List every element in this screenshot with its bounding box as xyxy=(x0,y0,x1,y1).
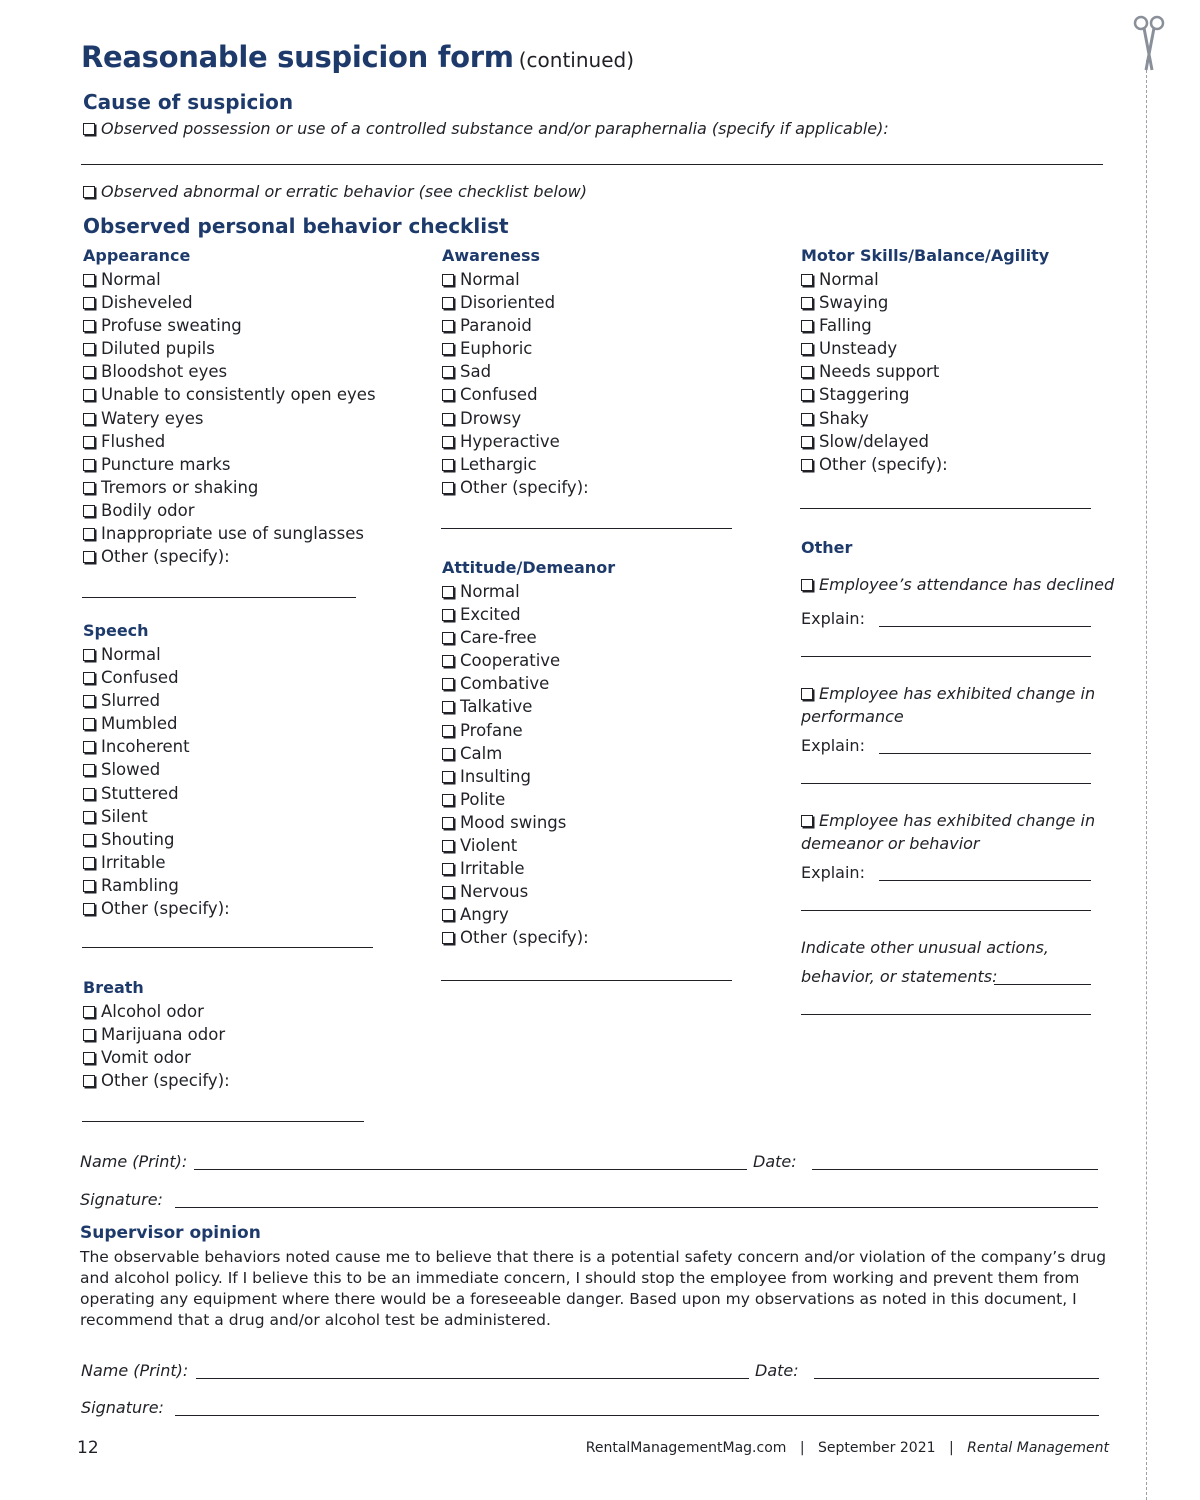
motor-option[interactable] xyxy=(801,314,948,337)
option-label: Irritable xyxy=(101,852,166,872)
breath-option[interactable] xyxy=(83,1069,230,1092)
option-label: Insulting xyxy=(460,766,531,786)
option-label: Other (specify): xyxy=(101,547,230,567)
option-label: Mumbled xyxy=(101,714,178,734)
checkbox[interactable] xyxy=(442,632,454,644)
supervisor-signature-field[interactable] xyxy=(175,1415,1099,1416)
option-label: Slow/delayed xyxy=(819,431,929,451)
motor-option[interactable] xyxy=(801,453,948,476)
checkbox[interactable] xyxy=(83,482,95,494)
option-label: Paranoid xyxy=(460,316,532,336)
performance-label-2: performance xyxy=(801,707,904,726)
option-label: Talkative xyxy=(460,697,533,717)
appearance-option[interactable] xyxy=(83,522,376,545)
checkbox[interactable] xyxy=(442,863,454,875)
attitude-option[interactable] xyxy=(442,742,589,765)
option-label: Combative xyxy=(460,674,550,694)
speech-option[interactable] xyxy=(83,897,230,920)
checkbox[interactable] xyxy=(442,932,454,944)
page-number: 12 xyxy=(77,1438,99,1458)
checkbox[interactable] xyxy=(442,413,454,425)
attendance-explain-line-2[interactable] xyxy=(801,656,1091,657)
cause-heading: Cause of suspicion xyxy=(83,90,294,114)
speech-option[interactable] xyxy=(83,758,230,781)
awareness-list xyxy=(442,268,589,499)
appearance-option[interactable] xyxy=(83,430,376,453)
awareness-option[interactable] xyxy=(442,407,589,430)
demeanor-explain-label: Explain: xyxy=(801,863,865,882)
option-label: Profane xyxy=(460,720,523,740)
motor-option[interactable] xyxy=(801,268,948,291)
speech-option[interactable] xyxy=(83,828,230,851)
appearance-option[interactable] xyxy=(83,291,376,314)
checkbox[interactable] xyxy=(801,815,813,827)
checkbox[interactable] xyxy=(442,817,454,829)
checkbox[interactable] xyxy=(801,413,813,425)
option-label: Normal xyxy=(101,270,161,289)
option-label: Marijuana odor xyxy=(101,1025,226,1045)
option-label: Other (specify): xyxy=(460,928,589,948)
checkbox[interactable] xyxy=(801,274,813,286)
option-label: Disoriented xyxy=(460,293,556,313)
option-label: Excited xyxy=(460,605,521,625)
checkbox[interactable] xyxy=(442,794,454,806)
footer-site: RentalManagementMag.com xyxy=(585,1440,787,1456)
option-label: Unsteady xyxy=(819,339,898,359)
speech-option[interactable] xyxy=(83,782,230,805)
attendance-label: Employee’s attendance has declined xyxy=(819,575,1115,594)
motor-option[interactable] xyxy=(801,407,948,430)
option-label: Inappropriate use of sunglasses xyxy=(101,524,364,544)
motor-option[interactable] xyxy=(801,383,948,406)
attendance-option[interactable] xyxy=(801,575,1114,595)
option-label: Mood swings xyxy=(460,812,567,832)
name-print-label: Name (Print): xyxy=(80,1152,188,1171)
option-label: Nervous xyxy=(460,882,529,902)
attitude-option[interactable] xyxy=(442,926,589,949)
demeanor-label-1: Employee has exhibited change in xyxy=(819,811,1096,830)
checkbox[interactable] xyxy=(83,695,95,707)
checkbox[interactable] xyxy=(442,840,454,852)
possession-specify-line[interactable] xyxy=(81,164,1103,165)
unusual-line-2[interactable] xyxy=(801,1014,1091,1015)
checkbox[interactable] xyxy=(442,343,454,355)
checkbox[interactable] xyxy=(442,748,454,760)
performance-option[interactable] xyxy=(801,684,1095,704)
checkbox[interactable] xyxy=(442,655,454,667)
checkbox[interactable] xyxy=(83,880,95,892)
speech-option[interactable] xyxy=(83,712,230,735)
checkbox[interactable] xyxy=(83,274,95,286)
footer-separator: | xyxy=(948,1440,954,1456)
checkbox[interactable] xyxy=(83,343,95,355)
option-label: Tremors or shaking xyxy=(101,477,259,497)
checkbox[interactable] xyxy=(83,788,95,800)
speech-option[interactable] xyxy=(83,689,230,712)
option-label: Watery eyes xyxy=(101,408,204,428)
option-label: Normal xyxy=(460,270,520,289)
option-label: Other (specify): xyxy=(819,454,948,474)
option-label: Other (specify): xyxy=(101,1071,230,1091)
awareness-option[interactable] xyxy=(442,383,589,406)
name-print-field[interactable] xyxy=(194,1169,747,1170)
checkbox[interactable] xyxy=(83,1075,95,1087)
speech-option[interactable] xyxy=(83,735,230,758)
checkbox[interactable] xyxy=(442,320,454,332)
supervisor-date-field[interactable] xyxy=(814,1378,1099,1379)
option-label: Flushed xyxy=(101,431,166,451)
appearance-option[interactable] xyxy=(83,476,376,499)
option-label: Shouting xyxy=(101,829,175,849)
demeanor-option[interactable] xyxy=(801,811,1095,831)
attitude-option[interactable] xyxy=(442,834,589,857)
checkbox[interactable] xyxy=(442,609,454,621)
option-label: Cooperative xyxy=(460,651,561,671)
appearance-option[interactable] xyxy=(83,545,376,568)
awareness-option[interactable] xyxy=(442,430,589,453)
page-title xyxy=(81,40,634,74)
awareness-specify-line[interactable] xyxy=(441,528,732,529)
cause-behavior-option[interactable] xyxy=(83,182,587,202)
checkbox[interactable] xyxy=(442,436,454,448)
option-label: Falling xyxy=(819,316,872,336)
checkbox[interactable] xyxy=(801,579,813,591)
option-label: Lethargic xyxy=(460,454,537,474)
date-field[interactable] xyxy=(812,1169,1098,1170)
supervisor-date-label: Date: xyxy=(755,1361,799,1380)
awareness-option[interactable] xyxy=(442,291,589,314)
option-label: Slurred xyxy=(101,691,161,711)
checkbox[interactable] xyxy=(442,482,454,494)
checkbox[interactable] xyxy=(442,771,454,783)
option-label: Alcohol odor xyxy=(101,1002,204,1021)
scissors-icon xyxy=(1132,14,1166,72)
checkbox[interactable] xyxy=(83,1052,95,1064)
checkbox[interactable] xyxy=(442,909,454,921)
form-title-suffix: (continued) xyxy=(518,48,635,72)
other-heading: Other xyxy=(801,538,853,557)
option-label: Normal xyxy=(101,645,161,664)
option-label: Rambling xyxy=(101,875,179,895)
checkbox[interactable] xyxy=(442,886,454,898)
option-label: Shaky xyxy=(819,408,869,428)
option-label: Polite xyxy=(460,789,506,809)
supervisor-heading: Supervisor opinion xyxy=(80,1223,261,1243)
motor-option[interactable] xyxy=(801,430,948,453)
footer-separator: | xyxy=(799,1440,805,1456)
awareness-option[interactable] xyxy=(442,453,589,476)
attitude-option[interactable] xyxy=(442,603,589,626)
checkbox[interactable] xyxy=(801,436,813,448)
checkbox[interactable] xyxy=(83,186,95,198)
attitude-option[interactable] xyxy=(442,672,589,695)
performance-label-1: Employee has exhibited change in xyxy=(819,684,1096,703)
form-title: Reasonable suspicion form xyxy=(81,40,514,74)
appearance-option[interactable] xyxy=(83,337,376,360)
option-label: Slowed xyxy=(101,760,161,780)
checkbox[interactable] xyxy=(83,672,95,684)
option-label: Violent xyxy=(460,836,518,856)
option-label: Vomit odor xyxy=(101,1048,191,1068)
awareness-option[interactable] xyxy=(442,268,589,291)
unusual-line[interactable] xyxy=(994,984,1091,985)
speech-option[interactable] xyxy=(83,643,230,666)
motor-option[interactable] xyxy=(801,337,948,360)
option-label: Bloodshot eyes xyxy=(101,362,228,382)
checkbox[interactable] xyxy=(801,688,813,700)
appearance-option[interactable] xyxy=(83,407,376,430)
checkbox[interactable] xyxy=(83,741,95,753)
checkbox[interactable] xyxy=(83,320,95,332)
option-label: Hyperactive xyxy=(460,431,560,451)
attitude-option[interactable] xyxy=(442,719,589,742)
unusual-label-2: behavior, or statements: xyxy=(801,967,998,986)
checkbox[interactable] xyxy=(83,366,95,378)
motor-specify-line[interactable] xyxy=(800,508,1091,509)
footer-publication: Rental Management xyxy=(967,1440,1109,1456)
checkbox[interactable] xyxy=(442,389,454,401)
checkbox[interactable] xyxy=(801,320,813,332)
checkbox[interactable] xyxy=(442,701,454,713)
option-label: Bodily odor xyxy=(101,500,195,520)
checklist-heading: Observed personal behavior checklist xyxy=(83,214,509,238)
option-label: Other (specify): xyxy=(101,899,230,919)
checkbox[interactable] xyxy=(83,551,95,563)
checkbox[interactable] xyxy=(801,389,813,401)
appearance-option[interactable] xyxy=(83,314,376,337)
breath-option[interactable] xyxy=(83,1023,230,1046)
motor-option[interactable] xyxy=(801,291,948,314)
appearance-option[interactable] xyxy=(83,383,376,406)
checkbox[interactable] xyxy=(83,297,95,309)
checkbox[interactable] xyxy=(801,297,813,309)
option-label: Diluted pupils xyxy=(101,339,215,359)
checkbox[interactable] xyxy=(442,366,454,378)
option-label: Silent xyxy=(101,806,148,826)
attitude-option[interactable] xyxy=(442,857,589,880)
cut-line xyxy=(1146,60,1147,1500)
option-label: Stuttered xyxy=(101,783,179,803)
demeanor-explain-line[interactable] xyxy=(879,880,1091,881)
appearance-specify-line[interactable] xyxy=(82,597,356,598)
checkbox[interactable] xyxy=(442,459,454,471)
breath-list xyxy=(83,1000,230,1092)
supervisor-signature-label: Signature: xyxy=(81,1398,164,1417)
supervisor-name-field[interactable] xyxy=(196,1378,749,1379)
speech-option[interactable] xyxy=(83,666,230,689)
attitude-heading: Attitude/Demeanor xyxy=(442,558,616,577)
supervisor-name-label: Name (Print): xyxy=(81,1361,189,1380)
checkbox[interactable] xyxy=(83,834,95,846)
breath-option[interactable] xyxy=(83,1046,230,1069)
attitude-option[interactable] xyxy=(442,626,589,649)
signature-field[interactable] xyxy=(175,1207,1098,1208)
motor-list xyxy=(801,268,948,476)
checkbox[interactable] xyxy=(801,366,813,378)
attitude-option[interactable] xyxy=(442,765,589,788)
option-label: Euphoric xyxy=(460,339,533,359)
awareness-option[interactable] xyxy=(442,314,589,337)
option-label: Unable to consistently open eyes xyxy=(101,385,376,405)
attitude-option[interactable] xyxy=(442,788,589,811)
motor-option[interactable] xyxy=(801,360,948,383)
attitude-option[interactable] xyxy=(442,880,589,903)
checkbox[interactable] xyxy=(83,389,95,401)
option-label: Sad xyxy=(460,362,492,382)
breath-option[interactable] xyxy=(83,1000,230,1023)
attitude-option[interactable] xyxy=(442,811,589,834)
breath-heading: Breath xyxy=(83,978,144,997)
attitude-option[interactable] xyxy=(442,580,589,603)
supervisor-statement: The observable behaviors noted cause me to believe that there is a potential safety concern and/or violation of the company’s drug and alcohol policy. If I believe this to be an immediate concern, I should stop the employee from working and prevent them from operating any equipment where there would be a foreseeable danger. Based upon my observations as noted in this document, I recommend that a drug and/or alcohol test be administered. xyxy=(80,1248,1107,1329)
cause-possession-option[interactable] xyxy=(83,119,889,139)
option-label: Irritable xyxy=(460,859,525,879)
appearance-option[interactable] xyxy=(83,268,376,291)
option-label: Confused xyxy=(460,385,538,405)
attitude-option[interactable] xyxy=(442,695,589,718)
checkbox[interactable] xyxy=(442,586,454,598)
checkbox[interactable] xyxy=(83,459,95,471)
checkbox[interactable] xyxy=(83,903,95,915)
checkbox[interactable] xyxy=(801,459,813,471)
checkbox[interactable] xyxy=(83,811,95,823)
appearance-heading: Appearance xyxy=(83,246,191,265)
performance-explain-line-2[interactable] xyxy=(801,783,1091,784)
attitude-specify-line[interactable] xyxy=(441,980,732,981)
appearance-option[interactable] xyxy=(83,499,376,522)
awareness-heading: Awareness xyxy=(442,246,540,265)
attendance-explain-label: Explain: xyxy=(801,609,865,628)
footer-issue: September 2021 xyxy=(818,1440,936,1456)
awareness-option[interactable] xyxy=(442,337,589,360)
awareness-option[interactable] xyxy=(442,360,589,383)
speech-heading: Speech xyxy=(83,621,149,640)
option-label: Puncture marks xyxy=(101,454,231,474)
breath-specify-line[interactable] xyxy=(82,1121,364,1122)
performance-explain-line[interactable] xyxy=(879,753,1091,754)
date-label: Date: xyxy=(753,1152,797,1171)
checkbox[interactable] xyxy=(83,528,95,540)
awareness-option[interactable] xyxy=(442,476,589,499)
option-label: Needs support xyxy=(819,362,940,382)
appearance-list xyxy=(83,268,376,568)
option-label: Confused xyxy=(101,668,179,688)
attitude-list xyxy=(442,580,589,950)
cause-possession-label: Observed possession or use of a controlled substance and/or paraphernalia (specify if applicable): xyxy=(101,119,889,138)
option-label: Swaying xyxy=(819,293,889,313)
demeanor-explain-line-2[interactable] xyxy=(801,910,1091,911)
attendance-explain-line[interactable] xyxy=(879,626,1091,627)
checkbox[interactable] xyxy=(442,274,454,286)
demeanor-label-2: demeanor or behavior xyxy=(801,834,980,853)
checkbox[interactable] xyxy=(83,413,95,425)
checkbox[interactable] xyxy=(83,1029,95,1041)
speech-option[interactable] xyxy=(83,805,230,828)
checkbox[interactable] xyxy=(442,297,454,309)
option-label: Other (specify): xyxy=(460,477,589,497)
option-label: Care-free xyxy=(460,628,537,648)
checkbox[interactable] xyxy=(83,857,95,869)
appearance-option[interactable] xyxy=(83,360,376,383)
checkbox[interactable] xyxy=(801,343,813,355)
unusual-label-1: Indicate other unusual actions, xyxy=(801,938,1049,957)
checkbox[interactable] xyxy=(83,718,95,730)
checkbox[interactable] xyxy=(442,678,454,690)
checkbox[interactable] xyxy=(83,505,95,517)
speech-option[interactable] xyxy=(83,874,230,897)
checkbox[interactable] xyxy=(83,1006,95,1018)
option-label: Normal xyxy=(819,270,879,289)
attitude-option[interactable] xyxy=(442,649,589,672)
checkbox[interactable] xyxy=(83,436,95,448)
appearance-option[interactable] xyxy=(83,453,376,476)
checkbox[interactable] xyxy=(442,725,454,737)
performance-explain-label: Explain: xyxy=(801,736,865,755)
signature-label: Signature: xyxy=(80,1190,163,1209)
footer-credit xyxy=(586,1440,1109,1456)
option-label: Drowsy xyxy=(460,408,522,428)
checkbox[interactable] xyxy=(83,649,95,661)
option-label: Calm xyxy=(460,743,503,763)
option-label: Normal xyxy=(460,582,520,601)
attitude-option[interactable] xyxy=(442,903,589,926)
checkbox[interactable] xyxy=(83,123,95,135)
speech-specify-line[interactable] xyxy=(82,947,373,948)
option-label: Angry xyxy=(460,905,509,925)
option-label: Incoherent xyxy=(101,737,190,757)
speech-option[interactable] xyxy=(83,851,230,874)
speech-list xyxy=(83,643,230,920)
option-label: Staggering xyxy=(819,385,910,405)
cause-behavior-label: Observed abnormal or erratic behavior (see checklist below) xyxy=(101,182,587,201)
checkbox[interactable] xyxy=(83,764,95,776)
motor-heading: Motor Skills/Balance/Agility xyxy=(801,246,1050,265)
option-label: Profuse sweating xyxy=(101,316,242,336)
option-label: Disheveled xyxy=(101,293,193,313)
